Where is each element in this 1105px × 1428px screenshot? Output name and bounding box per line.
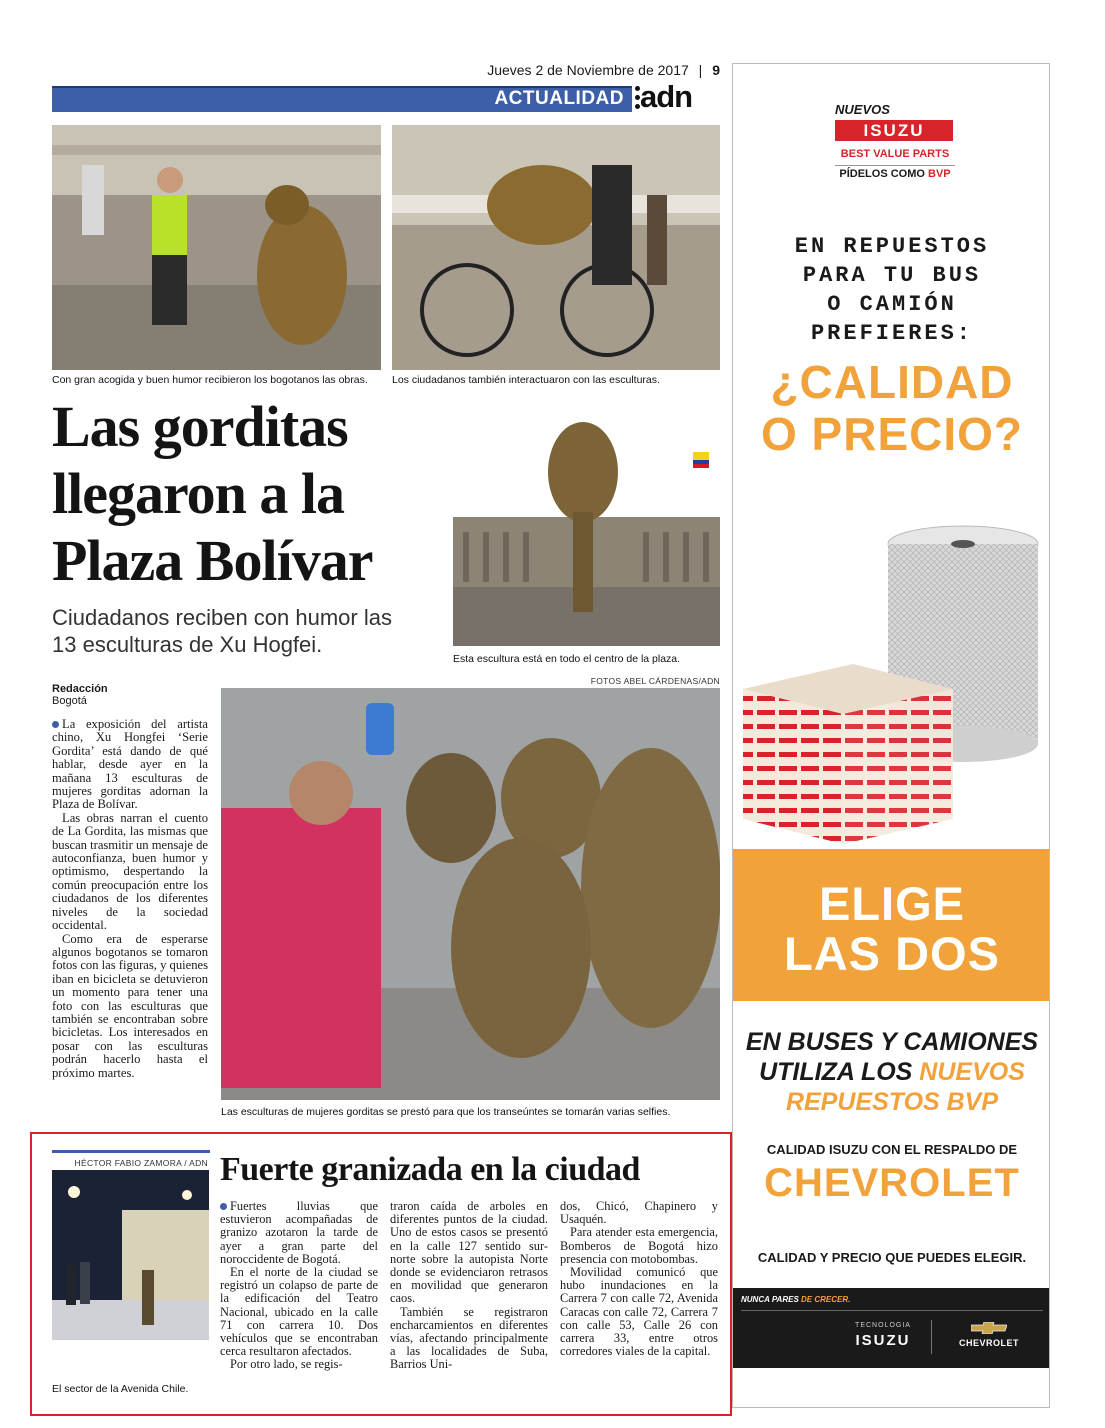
location: Bogotá: [52, 695, 87, 707]
ad-isuzu-logo: ISUZU: [835, 120, 953, 141]
brief-photo-caption: El sector de la Avenida Chile.: [52, 1383, 189, 1395]
brief-col-3: [560, 1200, 718, 1358]
ad-elige-line: LAS DOS: [784, 927, 1000, 980]
isuzu-advertisement[interactable]: [732, 63, 1050, 1408]
ad-question: [733, 356, 1050, 460]
ad-footer-chevrolet: CHEVROLET: [958, 1338, 1019, 1348]
ad-buses-line1: EN BUSES Y CAMIONES: [745, 1028, 1039, 1056]
ad-tagline-line: O CAMIÓN: [827, 292, 957, 317]
brief-headline: Fuerte granizada en la ciudad: [220, 1151, 640, 1188]
ad-tagline-line: PREFIERES:: [810, 321, 974, 346]
ad-buses-line3: REPUESTOS BVP: [785, 1088, 999, 1116]
ad-calidad-precio: CALIDAD Y PRECIO QUE PUEDES ELEGIR.: [757, 1250, 1027, 1265]
section-label: ACTUALIDAD: [494, 88, 624, 109]
ad-footer-isuzu: ISUZU: [855, 1332, 911, 1349]
photo-credit: FOTOS ABEL CÁRDENAS/ADN: [590, 676, 720, 686]
author: Redacción: [52, 683, 108, 695]
date: Jueves 2 de Noviembre de 2017: [487, 62, 689, 78]
paragraph: dos, Chicó, Chapinero y Usaquén.: [560, 1199, 718, 1227]
brief-photo-credit: HÉCTOR FABIO ZAMORA / ADN: [74, 1158, 208, 1168]
article-subhead: Ciudadanos reciben con humor las 13 esculturas de Xu Hogfei.: [52, 605, 392, 657]
ad-nuevos: NUEVOS: [835, 102, 890, 117]
article-body: [52, 718, 208, 1080]
byline: [52, 683, 108, 707]
ad-respaldo: CALIDAD ISUZU CON EL RESPALDO DE: [766, 1142, 1018, 1157]
ad-pidelos: [835, 168, 955, 180]
page-dateline: Jueves 2 de Noviembre de 2017 | 9: [487, 62, 720, 78]
ad-question-line: O PRECIO?: [760, 408, 1024, 460]
caption-top-right: Los ciudadanos también interactuaron con las esculturas.: [392, 374, 660, 386]
headline-line: Plaza Bolívar: [52, 528, 373, 593]
ad-buses-block: [733, 1027, 1050, 1117]
ad-utiliza: UTILIZA LOS: [759, 1058, 913, 1086]
ad-nunca: [741, 1295, 850, 1304]
ad-nunca-a: NUNCA PARES: [741, 1295, 799, 1304]
brief-accent-line: [52, 1150, 210, 1153]
caption-middle: Esta escultura está en todo el centro de la plaza.: [453, 653, 681, 665]
paragraph: Las obras narran el cuento de La Gordita, las mismas que buscan trasmitir un mensaje de autoconfianza, buen humor y optimismo, despertando la común preocupación entre los ciudadanos de los diferentes niveles de la sociedad occidental.: [52, 810, 208, 933]
paragraph: Fuertes lluvias que estuvieron acompañadas de granizo azotaron la tarde de ayer a gran parte del noroccidente de Bogotá.: [220, 1199, 378, 1266]
paragraph: Como era de esperarse algunos bogotanos se tomaron fotos con las figuras, y quienes iban en bicicleta se detuvieron un momento para tener una foto con las esculturas que también se encontraban sobre bicicletas. Los interesados en posar con las esculturas podrán hacerlo hasta el próximo martes.: [52, 931, 208, 1080]
ad-footer-sep: [931, 1320, 932, 1354]
ad-tagline-line: PARA TU BUS: [802, 263, 982, 288]
photo-selfie-sculptures: [221, 688, 720, 1100]
ad-tecnologia: TECNOLOGIA: [855, 1322, 911, 1329]
paragraph: La exposición del artista chino, Xu Hongfei ‘Serie Gordita’ está dando de qué hablar, desde ayer en la mañana 13 esculturas de mujeres gorditas adornan la Plaza de Bolívar.: [52, 717, 208, 812]
page-number: 9: [712, 62, 720, 78]
ad-tagline: [733, 232, 1050, 348]
paragraph: Para atender esta emergencia, Bomberos de Bogotá hizo presencia con motobombas.: [560, 1225, 718, 1266]
article-headline: [52, 393, 452, 594]
ad-pidelos-text: PÍDELOS COMO: [839, 168, 925, 180]
photo-avenida-chile: [52, 1170, 209, 1340]
ad-tagline-line: EN REPUESTOS: [794, 234, 990, 259]
photo-bicycle-sculpture: [392, 125, 720, 370]
brief-col-2: [390, 1200, 548, 1372]
adn-logo: adn: [640, 80, 720, 114]
ad-question-line: ¿CALIDAD: [770, 356, 1014, 408]
ad-elige: [733, 879, 1050, 979]
brief-col-1: [220, 1200, 378, 1372]
paragraph: También se registraron encharcamientos en diferentes vías, afectando principalmente a las localidades de Suba, Barrios Uni-: [390, 1304, 548, 1372]
ad-nuevos-orange: NUEVOS: [919, 1058, 1025, 1086]
ad-product-image: [733, 469, 1050, 849]
chevrolet-bowtie-icon: [971, 1321, 1007, 1333]
ad-bvp-text: BVP: [928, 168, 951, 180]
photo-plaza-sculpture: [453, 402, 720, 646]
caption-top-left: Con gran acogida y buen humor recibieron los bogotanos las obras.: [52, 374, 368, 386]
paragraph: En el norte de la ciudad se registró un colapso de parte de la edificación del Teatro Nacional, ubicado en la calle 71 con carrera 10. Dos vehículos que se encontraban cerca resultaron afectados.: [220, 1265, 378, 1359]
caption-large: Las esculturas de mujeres gorditas se prestó para que los transeúntes se tomarán varias selfies.: [221, 1106, 671, 1118]
ad-divider: [835, 165, 955, 166]
paragraph: traron caída de arboles en diferentes puntos de la ciudad. Uno de estos casos se presentó en la calle 127 sentido sur-norte sobre la autopista Norte donde se evidenciaron retrasos en movilidad que generaron caos.: [390, 1199, 548, 1306]
headline-line: Las gorditas: [52, 394, 348, 459]
headline-line: llegaron a la: [52, 461, 345, 526]
paragraph: Por otro lado, se regis-: [230, 1357, 343, 1372]
ad-chevrolet: CHEVROLET: [764, 1161, 1020, 1205]
photo-man-sculpture: [52, 125, 381, 370]
ad-footer-divider: [741, 1310, 1043, 1311]
paragraph: Movilidad comunicó que hubo inundaciones en la Carrera 7 con calle 72, Avenida Caracas con calle 72, Carrera 7 con calle 53, Calle 26 con carrera 33, entre otros corredores viales de la capital.: [560, 1265, 718, 1359]
ad-best-value: BEST VALUE PARTS: [840, 148, 950, 160]
ad-buses-line2: [733, 1057, 1050, 1087]
ad-nunca-b: DE CRECER.: [801, 1295, 851, 1304]
ad-elige-line: ELIGE: [818, 877, 966, 930]
